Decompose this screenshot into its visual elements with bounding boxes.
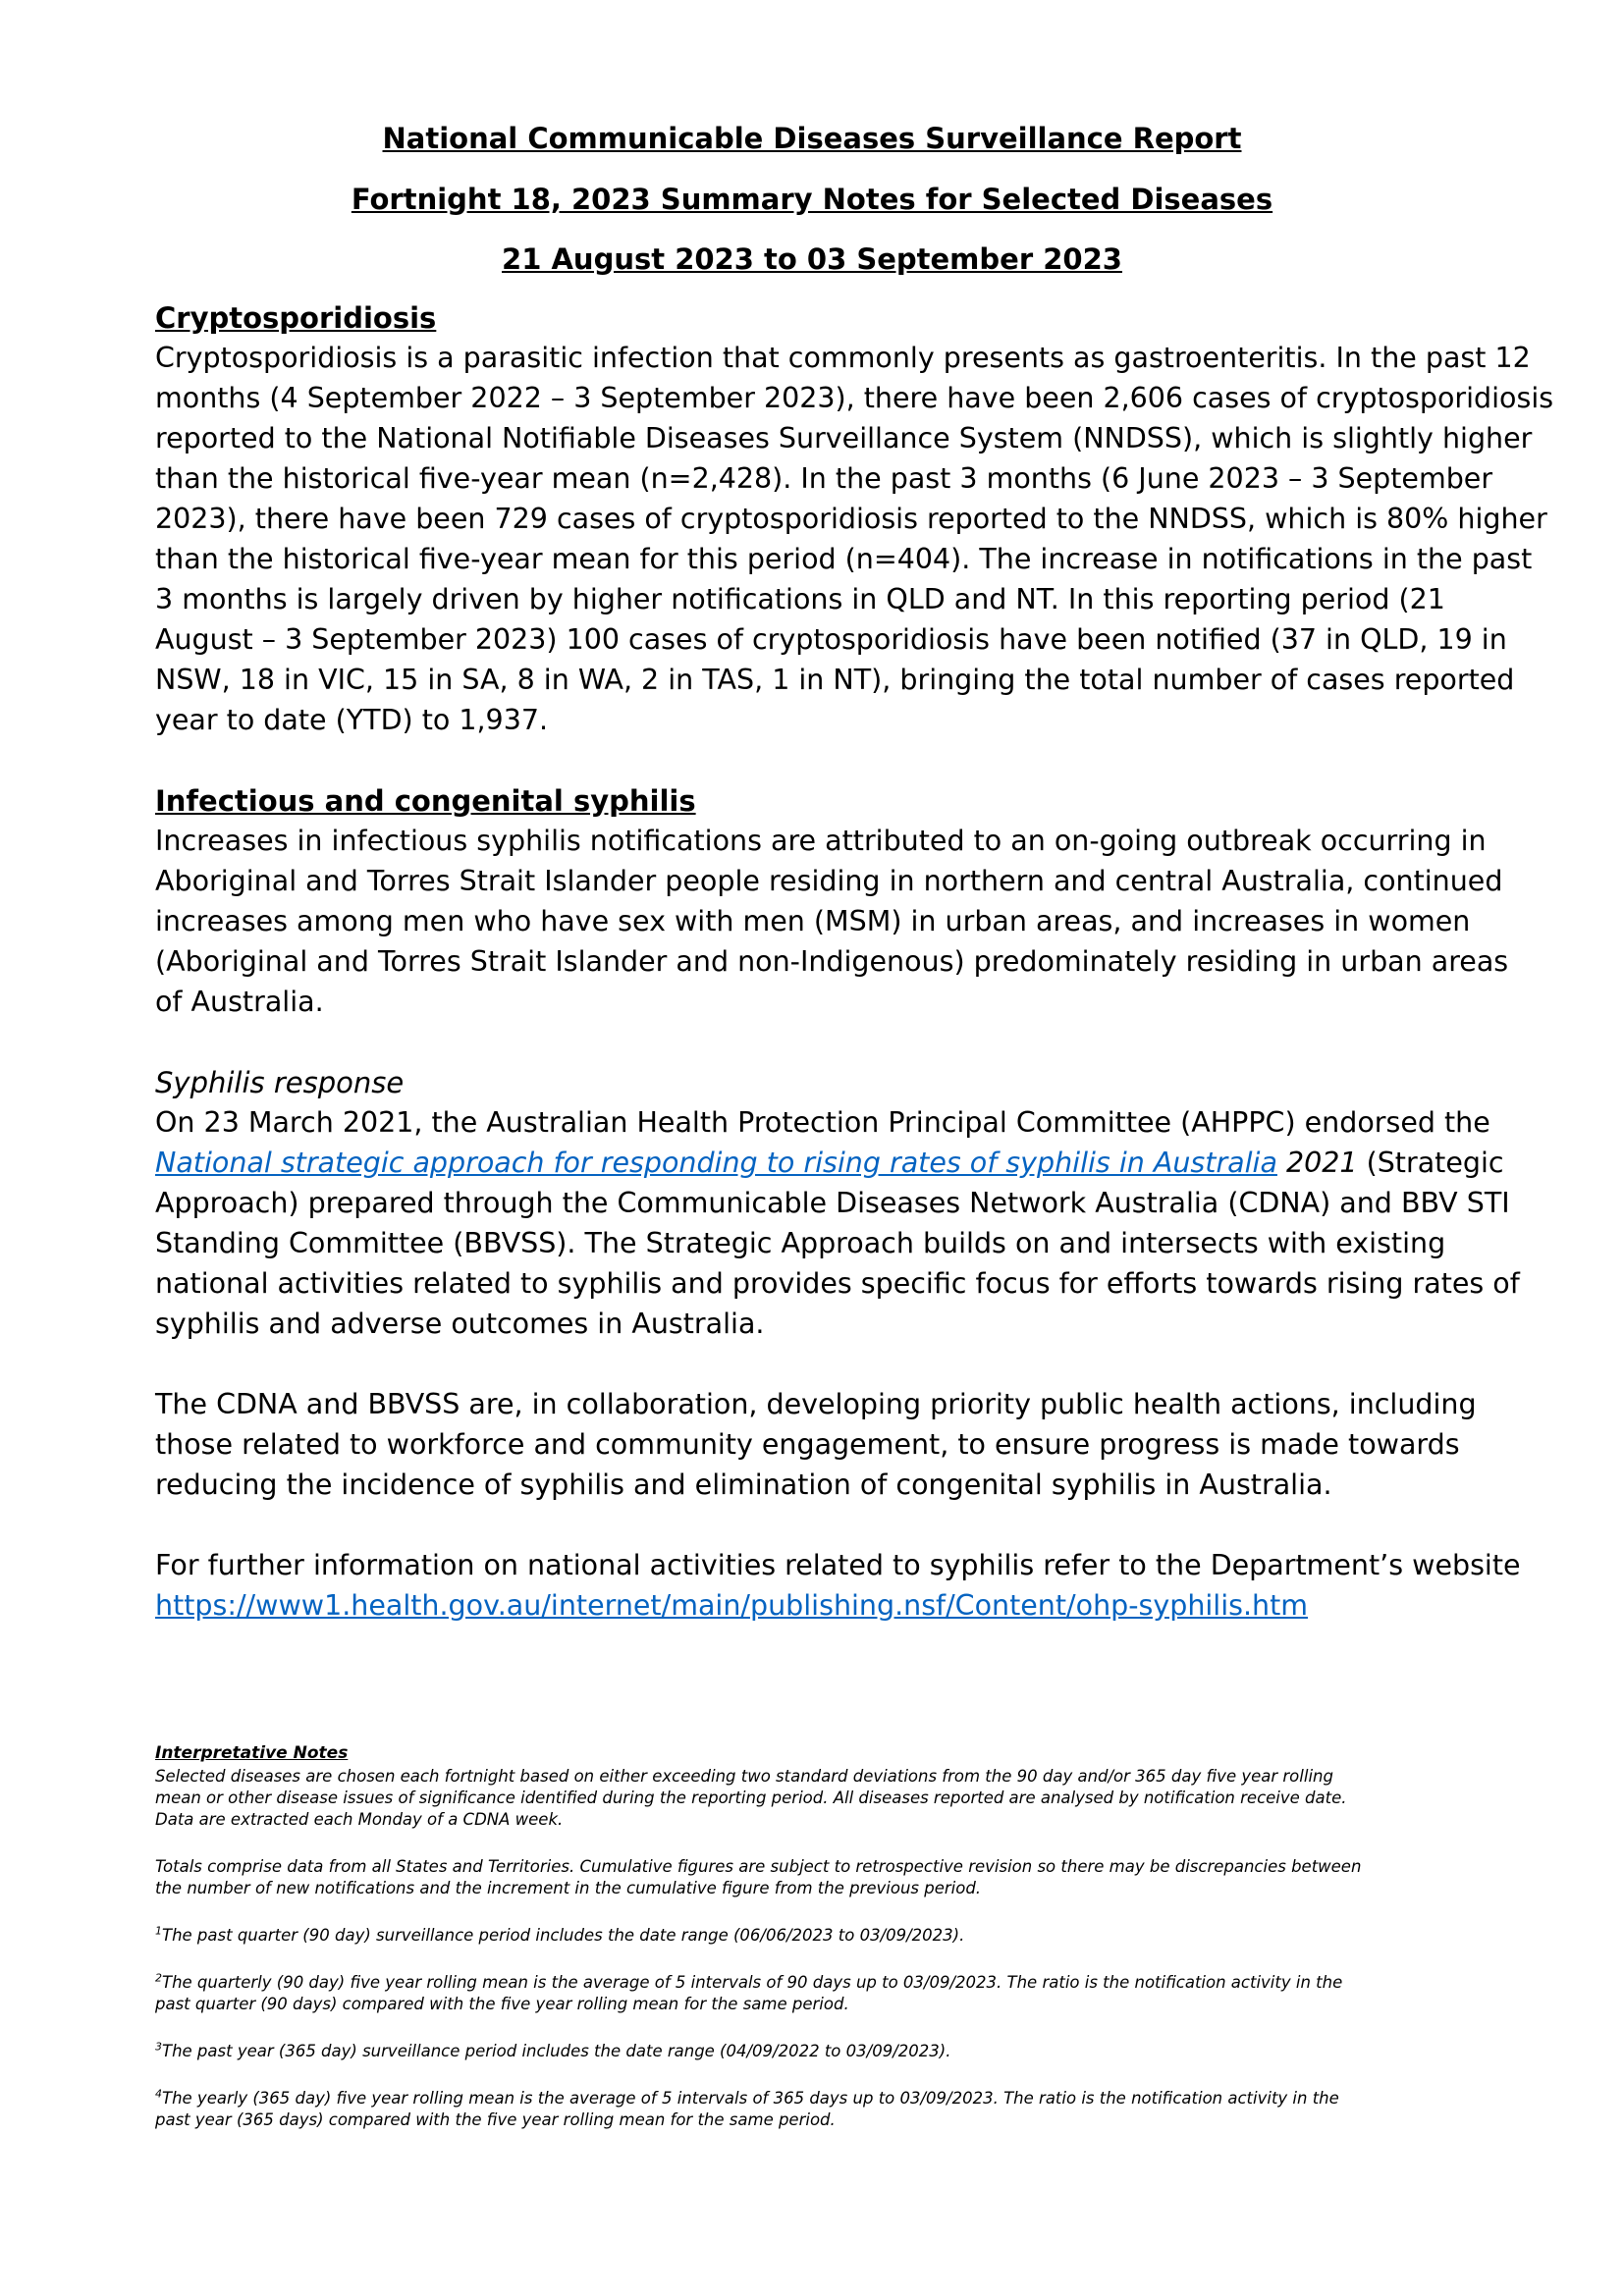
syphilis-heading: Infectious and congenital syphilis <box>155 784 696 818</box>
footnote-3-text: The past year (365 day) surveillance period includes the date range (04/09/2022 to 03/09/2023). <box>162 2042 951 2060</box>
syphilis-website-link[interactable]: https://www1.health.gov.au/internet/main/publishing.nsf/Content/ohp-syphilis.htm <box>155 1589 1309 1622</box>
footnote-4-cont: past year (365 days) compared with the five year rolling mean for the same period. <box>155 2110 836 2129</box>
note-line: Selected diseases are chosen each fortnight based on either exceeding two standard deviations from the 90 day and/or 365 day five year rolling <box>155 1767 1333 1786</box>
footnote-1-text: The past quarter (90 day) surveillance period includes the date range (06/06/2023 to 03/09/2023). <box>162 1926 965 1945</box>
crypto-line: than the historical five-year mean (n=2,428). In the past 3 months (6 June 2023 – 3 September <box>155 462 1493 495</box>
report-date-range: 21 August 2023 to 03 September 2023 <box>502 242 1122 276</box>
footnote-2 <box>155 1972 1471 1994</box>
crypto-line: August – 3 September 2023) 100 cases of cryptosporidiosis have been notified (37 in QLD, 19 in <box>155 623 1507 656</box>
note-line: the number of new notifications and the increment in the cumulative figure from the previous period. <box>155 1879 982 1897</box>
footnote-1 <box>155 1925 1471 1947</box>
note-line: Data are extracted each Monday of a CDNA week. <box>155 1810 564 1829</box>
further-info-line: For further information on national activities related to syphilis refer to the Department’s website <box>155 1549 1521 1581</box>
crypto-line: NSW, 18 in VIC, 15 in SA, 8 in WA, 2 in TAS, 1 in NT), bringing the total number of cases reported <box>155 664 1515 696</box>
cryptosporidiosis-heading: Cryptosporidiosis <box>155 301 437 335</box>
link-line-rest: (Strategic <box>1357 1147 1504 1179</box>
syphilis-line: Increases in infectious syphilis notifications are attributed to an on-going outbreak occurring in <box>155 825 1487 857</box>
response-line: On 23 March 2021, the Australian Health Protection Principal Committee (AHPPC) endorsed the <box>155 1106 1490 1139</box>
response-line: Standing Committee (BBVSS). The Strategic Approach builds on and intersects with existing <box>155 1227 1446 1259</box>
cdna-line: The CDNA and BBVSS are, in collaboration, developing priority public health actions, including <box>155 1388 1477 1420</box>
crypto-line: year to date (YTD) to 1,937. <box>155 704 549 736</box>
syphilis-response-heading: Syphilis response <box>155 1066 405 1099</box>
footnote-4-marker: 4 <box>155 2087 162 2101</box>
syphilis-website-link-line <box>155 1589 1308 1623</box>
link-year: 2021 <box>1286 1147 1358 1179</box>
strategic-approach-link[interactable]: National strategic approach for responding to rising rates of syphilis in Australia <box>155 1147 1277 1179</box>
crypto-line: Cryptosporidiosis is a parasitic infection that commonly presents as gastroenteritis. In the past 12 <box>155 342 1531 374</box>
report-title: National Communicable Diseases Surveillance Report <box>382 122 1242 155</box>
crypto-line: reported to the National Notifiable Diseases Surveillance System (NNDSS), which is slightly higher <box>155 422 1533 454</box>
cdna-line: those related to workforce and community engagement, to ensure progress is made towards <box>155 1428 1460 1461</box>
footnote-2-text: The quarterly (90 day) five year rolling mean is the average of 5 intervals of 90 days up to 03/09/2023. The ratio is the notification activity in the <box>162 1973 1343 1992</box>
footnote-4-text: The yearly (365 day) five year rolling mean is the average of 5 intervals of 365 days up to 03/09/2023. The ratio is the notification activity in the <box>162 2089 1339 2108</box>
footnote-3-marker: 3 <box>155 2040 162 2054</box>
crypto-line: months (4 September 2022 – 3 September 2023), there have been 2,606 cases of cryptosporidiosis <box>155 382 1554 414</box>
footnote-2-cont: past quarter (90 days) compared with the five year rolling mean for the same period. <box>155 1995 849 2013</box>
cdna-line: reducing the incidence of syphilis and elimination of congenital syphilis in Australia. <box>155 1468 1332 1501</box>
crypto-line: 2023), there have been 729 cases of cryptosporidiosis reported to the NNDSS, which is 80% higher <box>155 503 1547 535</box>
note-line: Totals comprise data from all States and Territories. Cumulative figures are subject to retrospective revision so there may be discrepancies between <box>155 1857 1362 1876</box>
footnote-3 <box>155 2041 1471 2062</box>
syphilis-line: of Australia. <box>155 986 324 1018</box>
crypto-line: 3 months is largely driven by higher notifications in QLD and NT. In this reporting period (21 <box>155 583 1445 615</box>
interpretative-notes-heading: Interpretative Notes <box>155 1743 349 1763</box>
footnote-2-marker: 2 <box>155 1971 162 1985</box>
crypto-line: than the historical five-year mean for this period (n=404). The increase in notifications in the past <box>155 543 1533 575</box>
report-subtitle: Fortnight 18, 2023 Summary Notes for Selected Diseases <box>351 183 1273 216</box>
response-link-line <box>155 1147 1504 1180</box>
syphilis-line: increases among men who have sex with men (MSM) in urban areas, and increases in women <box>155 905 1471 937</box>
footnote-4 <box>155 2088 1471 2109</box>
syphilis-line: Aboriginal and Torres Strait Islander people residing in northern and central Australia, continued <box>155 865 1503 897</box>
response-line: Approach) prepared through the Communicable Diseases Network Australia (CDNA) and BBV STI <box>155 1187 1510 1219</box>
syphilis-line: (Aboriginal and Torres Strait Islander and non-Indigenous) predominately residing in urban areas <box>155 945 1509 978</box>
footnote-1-marker: 1 <box>155 1924 162 1938</box>
response-line: syphilis and adverse outcomes in Australia. <box>155 1308 765 1340</box>
response-line: national activities related to syphilis and provides specific focus for efforts towards rising rates of <box>155 1267 1520 1300</box>
note-line: mean or other disease issues of significance identified during the reporting period. All diseases reported are analysed by notification receive date. <box>155 1789 1347 1807</box>
